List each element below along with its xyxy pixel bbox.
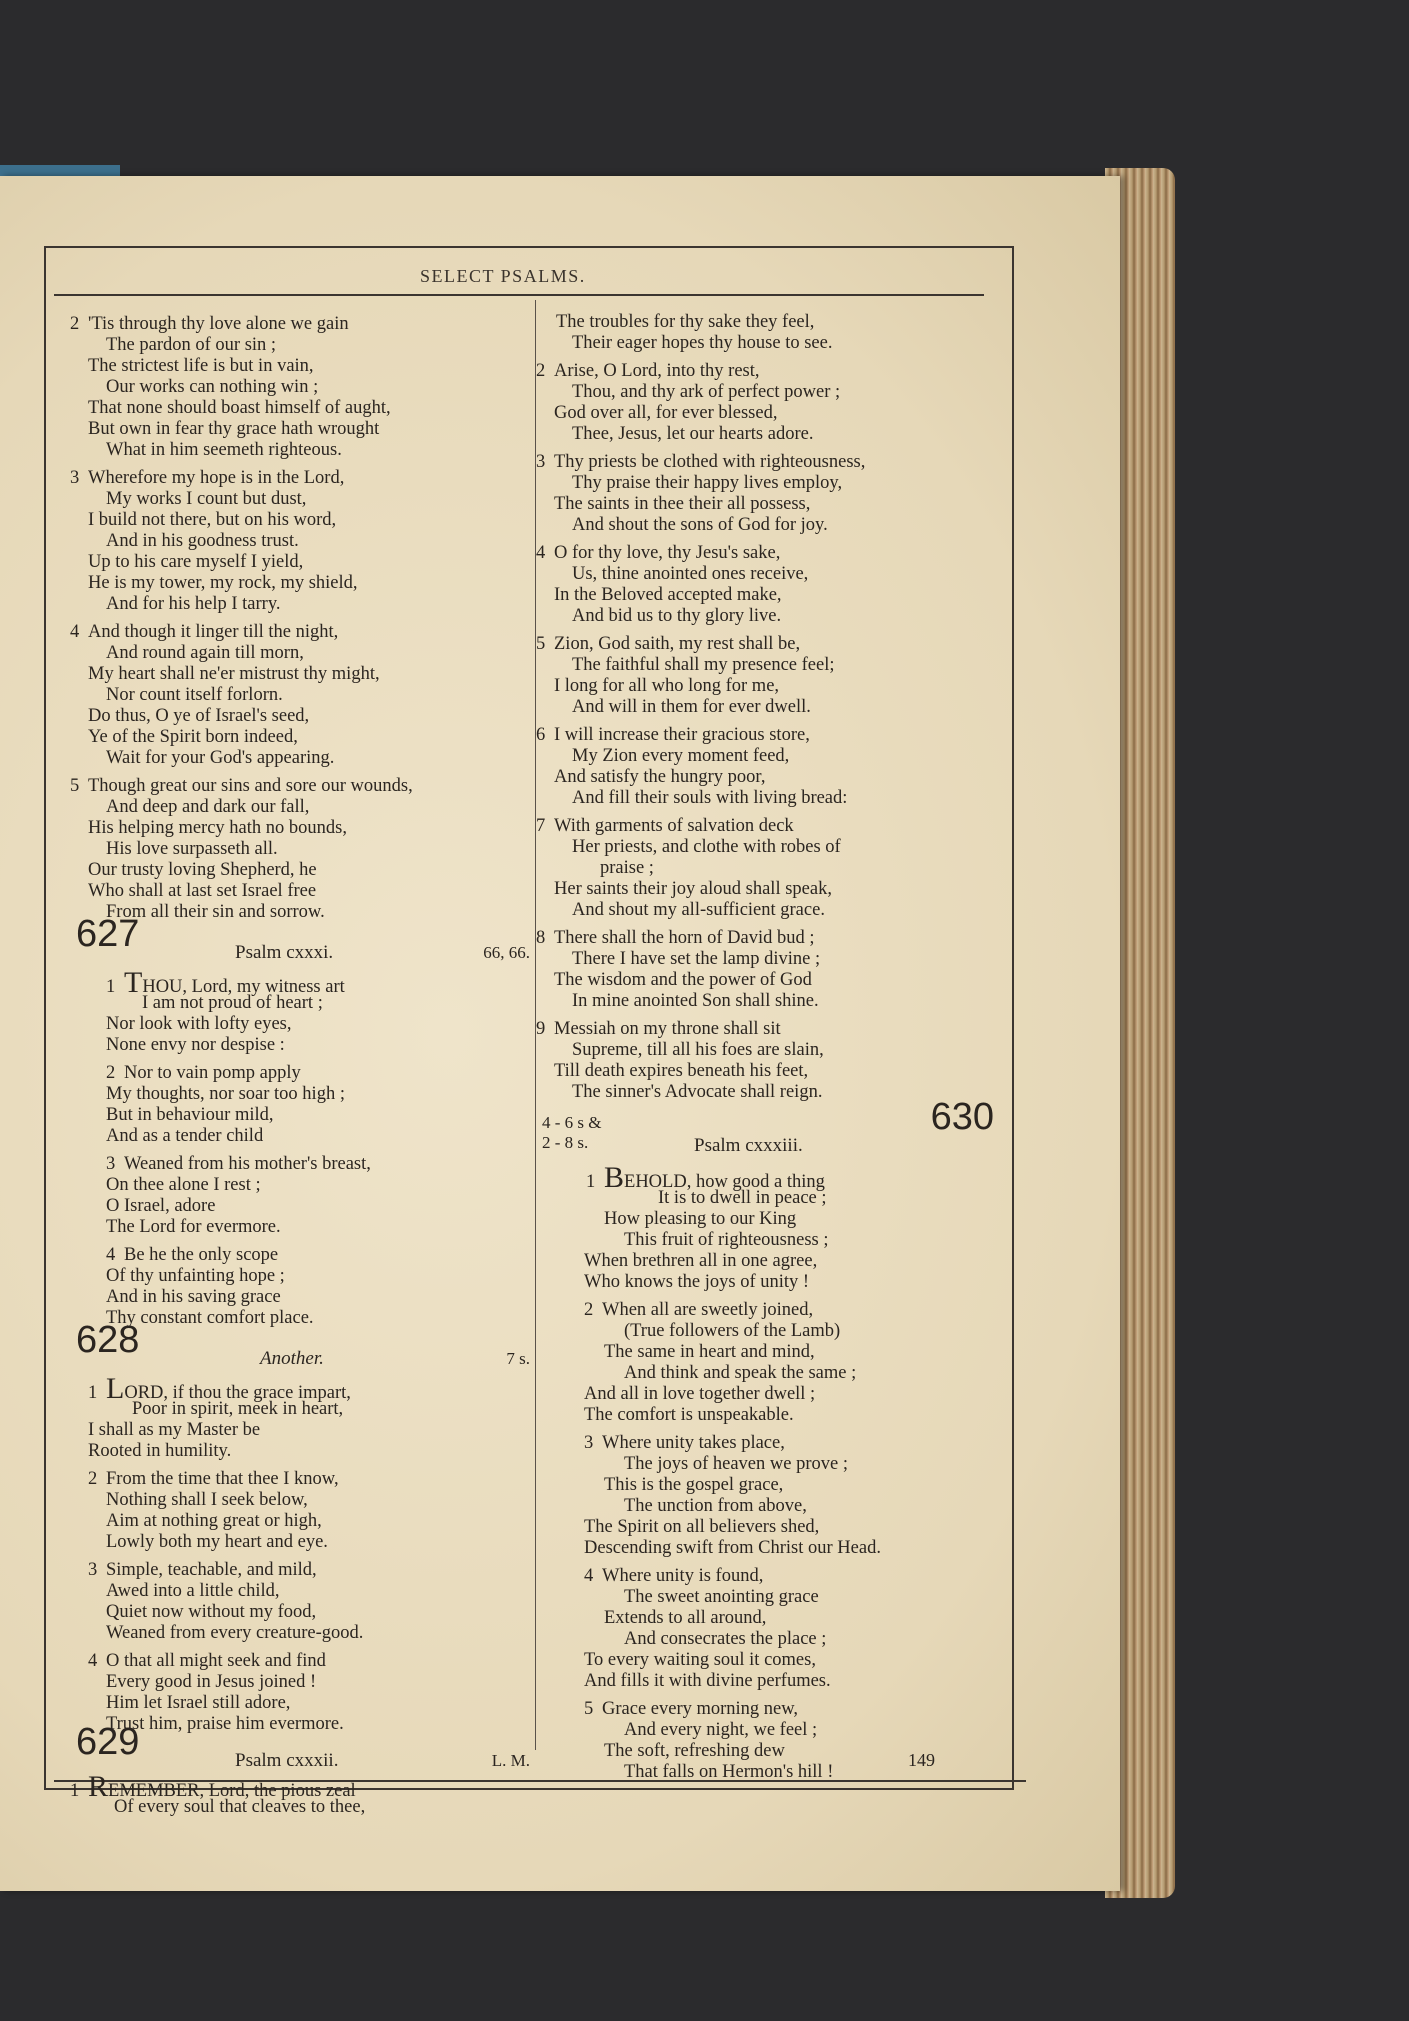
meter: 7 s. (506, 1349, 530, 1368)
stanza: 1 BEHOLD, how good a thing It is to dwell in peace ; How pleasing to our King This fruit of righteousness ; When brethren all in one agree, Who knows the joys of unity ! (584, 1161, 829, 1292)
stanza: 3 Thy priests be clothed with righteousness, Thy praise their happy lives employ, The saints in thee their all possess, And shout the sons of God for joy. (536, 452, 866, 535)
stanza: 3 Wherefore my hope is in the Lord, My works I count but dust, I build not there, but on his word, And in his goodness trust. Up to his care myself I yield, He is my tower, my rock, my shield, And for his help I tarry. (70, 468, 358, 614)
stanza: 4 Where unity is found, The sweet anointing grace Extends to all around, And consecrates the place ; To every waiting soul it comes, And fills it with divine perfumes. (584, 1566, 831, 1691)
stanza: 1 REMEMBER, Lord, the pious zeal Of every soul that cleaves to thee, (70, 1770, 366, 1817)
left-column (70, 314, 530, 1825)
hymn-number: 629 (76, 1721, 140, 1763)
psalm-title: Psalm cxxxii. (235, 1750, 339, 1771)
running-head: SELECT PSALMS. (420, 266, 586, 286)
stanza: 2 From the time that thee I know, Nothing shall I seek below, Aim at nothing great or high, Lowly both my heart and eye. (88, 1469, 339, 1552)
stanza: 1 THOU, Lord, my witness art I am not proud of heart ; Nor look with lofty eyes, None envy nor despise : (106, 966, 345, 1055)
hymn-number: 627 (76, 913, 140, 955)
stanza: 2 Arise, O Lord, into thy rest, Thou, and thy ark of perfect power ; God over all, for ever blessed, Thee, Jesus, let our hearts adore. (536, 361, 841, 444)
stanza: 3 Simple, teachable, and mild, Awed into a little child, Quiet now without my food, Weaned from every creature-good. (88, 1560, 364, 1643)
hymn-header-627 (70, 913, 530, 972)
psalm-title: Psalm cxxxi. (235, 942, 334, 963)
drop-cap: T (124, 966, 143, 999)
hymn-header-628 (70, 1319, 530, 1378)
meter: 66, 66. (483, 943, 530, 962)
stanza: The troubles for thy sake they feel, Their eager hopes thy house to see. (556, 312, 833, 353)
stanza: 4 O that all might seek and find Every good in Jesus joined ! Him let Israel still adore, Trust him, praise him evermore. (88, 1651, 344, 1734)
stanza: 1 LORD, if thou the grace impart, Poor in spirit, meek in heart, I shall as my Master be Rooted in humility. (88, 1372, 351, 1461)
stanza: 4 And though it linger till the night, And round again till morn, My heart shall ne'er mistrust thy might, Nor count itself forlorn. Do thus, O ye of Israel's seed, Ye of the Spirit born indeed, Wait for your God's appearing. (70, 622, 380, 768)
stanza: 7 With garments of salvation deck Her priests, and clothe with robes of praise ; Her saints their joy aloud shall speak, And shout my all-sufficient grace. (536, 816, 841, 920)
right-column (536, 312, 1006, 1790)
hymn-header-630 (536, 1096, 1006, 1167)
drop-cap: L (106, 1372, 125, 1405)
stanza: 5 Zion, God saith, my rest shall be, The faithful shall my presence feel; I long for all who long for me, And will in them for ever dwell. (536, 634, 835, 717)
header-rule (54, 294, 984, 296)
page-number: 149 (908, 1750, 935, 1770)
stanza: 6 I will increase their gracious store, My Zion every moment feed, And satisfy the hungry poor, And fill their souls with living bread: (536, 725, 848, 808)
hymn-number: 628 (76, 1319, 140, 1361)
drop-cap: R (88, 1770, 109, 1803)
drop-cap: B (604, 1161, 625, 1194)
hymn-number: 630 (930, 1096, 994, 1138)
stanza: 4 Be he the only scope Of thy unfainting hope ; And in his saving grace Thy constant comfort place. (106, 1245, 314, 1328)
stanza: 9 Messiah on my throne shall sit Supreme, till all his foes are slain, Till death expires beneath his feet, The sinner's Advocate shall reign. (536, 1019, 824, 1102)
psalm-title: Another. (260, 1348, 324, 1369)
stanza: 5 Grace every morning new, And every night, we feel ; The soft, refreshing dew That falls on Hermon's hill ! (584, 1699, 834, 1782)
meter: L. M. (491, 1751, 530, 1770)
stanza: 8 There shall the horn of David bud ; There I have set the lamp divine ; The wisdom and the power of God In mine anointed Son shall shine. (536, 928, 821, 1011)
psalm-title: Psalm cxxxiii. (694, 1135, 803, 1156)
stanza: 2 Nor to vain pomp apply My thoughts, nor soar too high ; But in behaviour mild, And as a tender child (106, 1063, 345, 1146)
stanza: 3 Where unity takes place, The joys of heaven we prove ; This is the gospel grace, The unction from above, The Spirit on all believers shed, Descending swift from Christ our Head. (584, 1433, 881, 1558)
stanza: 3 Weaned from his mother's breast, On thee alone I rest ; O Israel, adore The Lord for evermore. (106, 1154, 371, 1237)
stanza: 5 Though great our sins and sore our wounds, And deep and dark our fall, His helping mercy hath no bounds, His love surpasseth all. Our trusty loving Shepherd, he Who shall at last set Israel free From all their sin and sorrow. (70, 776, 413, 922)
meter: 4 - 6 s & 2 - 8 s. (542, 1113, 602, 1152)
stanza: 2 When all are sweetly joined, (True followers of the Lamb) The same in heart and mind, And think and speak the same ; And all in love together dwell ; The comfort is unspeakable. (584, 1300, 857, 1425)
stanza: 2 'Tis through thy love alone we gain The pardon of our sin ; The strictest life is but in vain, Our works can nothing win ; That none should boast himself of aught, But own in fear thy grace hath wrought What in him seemeth righteous. (70, 314, 391, 460)
stanza: 4 O for thy love, thy Jesu's sake, Us, thine anointed ones receive, In the Beloved accepted make, And bid us to thy glory live. (536, 543, 809, 626)
hymn-header-629 (70, 1721, 530, 1776)
